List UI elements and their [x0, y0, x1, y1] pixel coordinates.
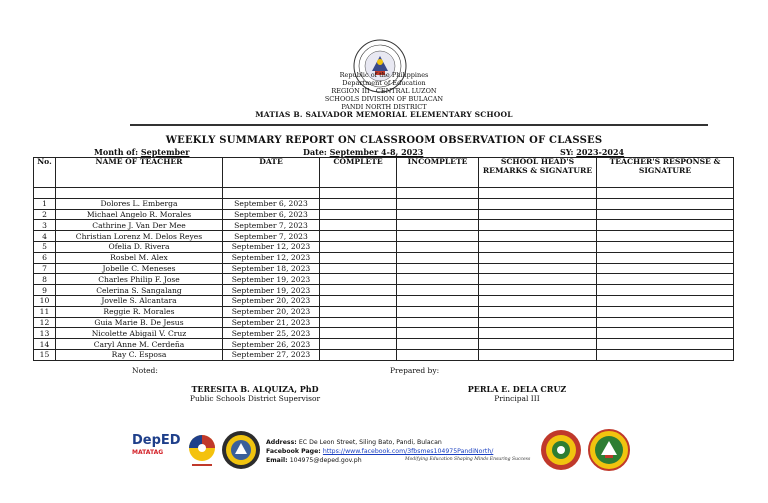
cell-incomplete	[397, 231, 479, 242]
table-row	[34, 209, 734, 220]
deped-logo-text: DepED	[132, 433, 181, 448]
cell-name: Charles Philip F. Jose	[56, 274, 223, 285]
cell-incomplete	[397, 317, 479, 328]
email-label: Email:	[266, 457, 290, 464]
address-value: EC De Leon Street, Siling Bato, Pandi, Bulacan	[298, 439, 442, 446]
cell-remarks	[479, 241, 597, 252]
month-field	[94, 147, 189, 157]
table-row	[34, 231, 734, 242]
municipal-seal-icon	[588, 429, 630, 471]
facebook-link[interactable]: https://www.facebook.com/3fbsmes104975PandiNorth/	[322, 448, 494, 455]
prepared-name: PERLA E. DELA CRUZ	[467, 384, 567, 394]
cell-name: Ofelia D. Rivera	[56, 241, 223, 252]
cell-date: September 25, 2023	[223, 328, 320, 339]
department-text: Department of Education	[342, 79, 426, 87]
bagong-pilipinas-logo-icon	[186, 432, 218, 470]
cell-complete	[320, 349, 397, 360]
cell-response	[597, 198, 734, 209]
table-row	[34, 328, 734, 339]
table-row	[34, 306, 734, 317]
noted-signatory	[160, 384, 350, 404]
table-row	[34, 274, 734, 285]
cell-response	[597, 220, 734, 231]
republic-text: Republic of the Philippines	[339, 71, 429, 79]
cell-name: Nicolette Abigail V. Cruz	[56, 328, 223, 339]
cell-date: September 7, 2023	[223, 220, 320, 231]
header-divider	[130, 124, 708, 126]
cell-name: Christian Lorenz M. Delos Reyes	[56, 231, 223, 242]
division-text: SCHOOLS DIVISION OF BULACAN	[324, 95, 444, 103]
prepared-title: Principal III	[494, 394, 540, 403]
cell-name: Jobelle C. Meneses	[56, 263, 223, 274]
report-title: WEEKLY SUMMARY REPORT ON CLASSROOM OBSERVATION OF CLASSES	[165, 135, 603, 146]
cell-no: 11	[34, 306, 56, 317]
cell-response	[597, 209, 734, 220]
cell-date: September 20, 2023	[223, 295, 320, 306]
cell-date: September 19, 2023	[223, 274, 320, 285]
table-row	[34, 241, 734, 252]
cell-complete	[320, 231, 397, 242]
cell-response	[597, 295, 734, 306]
cell-remarks	[479, 328, 597, 339]
cell-no: 9	[34, 285, 56, 296]
cell-incomplete	[397, 198, 479, 209]
cell-complete	[320, 306, 397, 317]
date-field	[303, 147, 423, 157]
cell-complete	[320, 317, 397, 328]
cell-complete	[320, 252, 397, 263]
table-row	[34, 317, 734, 328]
cell-incomplete	[397, 274, 479, 285]
cell-no: 4	[34, 231, 56, 242]
cell-no: 15	[34, 349, 56, 360]
cell-no: 13	[34, 328, 56, 339]
table-row	[34, 252, 734, 263]
cell-no: 7	[34, 263, 56, 274]
date-value: September 4-8, 2023	[329, 147, 424, 157]
cell-name: Celerina S. Sangalang	[56, 285, 223, 296]
table-row	[34, 295, 734, 306]
cell-incomplete	[397, 295, 479, 306]
cell-incomplete	[397, 209, 479, 220]
school-tagline: Modifying Education Shaping Minds Ensuring Success	[405, 457, 531, 462]
table-header-row	[34, 158, 734, 188]
cell-complete	[320, 241, 397, 252]
cell-no: 5	[34, 241, 56, 252]
cell-response	[597, 241, 734, 252]
cell-remarks	[479, 306, 597, 317]
cell-complete	[320, 263, 397, 274]
observation-table	[33, 157, 734, 361]
noted-title: Public Schools District Supervisor	[189, 394, 321, 403]
cell-remarks	[479, 285, 597, 296]
sy-value: 2023-2024	[576, 147, 625, 157]
cell-response	[597, 306, 734, 317]
cell-incomplete	[397, 263, 479, 274]
cell-response	[597, 349, 734, 360]
prepared-label: Prepared by:	[390, 366, 440, 375]
cell-remarks	[479, 263, 597, 274]
matatag-text: MATATAG	[132, 449, 164, 456]
cell-date: September 6, 2023	[223, 209, 320, 220]
cell-incomplete	[397, 339, 479, 350]
cell-remarks	[479, 209, 597, 220]
table-row	[34, 285, 734, 296]
cell-remarks	[479, 317, 597, 328]
cell-complete	[320, 285, 397, 296]
cell-no: 6	[34, 252, 56, 263]
address-label: Address:	[266, 439, 299, 446]
cell-response	[597, 285, 734, 296]
cell-no: 14	[34, 339, 56, 350]
cell-date: September 18, 2023	[223, 263, 320, 274]
cell-no: 2	[34, 209, 56, 220]
table-row	[34, 263, 734, 274]
noted-name: TERESITA B. ALQUIZA, PhD	[191, 384, 319, 394]
cell-date: September 19, 2023	[223, 285, 320, 296]
cell-remarks	[479, 339, 597, 350]
facebook-label: Facebook Page:	[266, 448, 323, 455]
cell-name: Michael Angelo R. Morales	[56, 209, 223, 220]
cell-remarks	[479, 198, 597, 209]
cell-complete	[320, 274, 397, 285]
cell-no: 1	[34, 198, 56, 209]
cell-date: September 21, 2023	[223, 317, 320, 328]
cell-date: September 6, 2023	[223, 198, 320, 209]
email-value: 104975@deped.gov.ph	[289, 457, 362, 464]
cell-name: Jovelle S. Alcantara	[56, 295, 223, 306]
col-response: TEACHER'S RESPONSE & SIGNATURE	[597, 158, 734, 188]
sy-label: SY:	[560, 147, 577, 157]
cell-complete	[320, 339, 397, 350]
cell-response	[597, 263, 734, 274]
cell-name: Cathrine J. Van Der Mee	[56, 220, 223, 231]
division-seal-icon	[540, 429, 582, 471]
cell-date: September 12, 2023	[223, 252, 320, 263]
cell-incomplete	[397, 349, 479, 360]
cell-incomplete	[397, 306, 479, 317]
cell-response	[597, 328, 734, 339]
cell-incomplete	[397, 241, 479, 252]
cell-incomplete	[397, 252, 479, 263]
cell-no: 8	[34, 274, 56, 285]
school-seal-icon	[221, 430, 261, 470]
col-date: DATE	[223, 158, 320, 188]
cell-no: 10	[34, 295, 56, 306]
col-remarks: SCHOOL HEAD'S REMARKS & SIGNATURE	[479, 158, 597, 188]
cell-name: Caryl Anne M. Cerdeña	[56, 339, 223, 350]
col-incomplete: INCOMPLETE	[397, 158, 479, 188]
cell-complete	[320, 209, 397, 220]
cell-incomplete	[397, 328, 479, 339]
cell-date: September 27, 2023	[223, 349, 320, 360]
cell-date: September 26, 2023	[223, 339, 320, 350]
noted-label: Noted:	[132, 366, 158, 375]
school-name: MATIAS B. SALVADOR MEMORIAL ELEMENTARY SCHOOL	[255, 110, 513, 119]
district-text: PANDI NORTH DISTRICT	[341, 103, 427, 111]
cell-remarks	[479, 252, 597, 263]
cell-remarks	[479, 349, 597, 360]
cell-complete	[320, 220, 397, 231]
cell-name: Ray C. Esposa	[56, 349, 223, 360]
cell-name: Reggie R. Morales	[56, 306, 223, 317]
col-name: NAME OF TEACHER	[56, 158, 223, 188]
table-row	[34, 349, 734, 360]
table-row	[34, 339, 734, 350]
col-no: No.	[34, 158, 56, 188]
region-text: REGION III - CENTRAL LUZON	[331, 87, 437, 95]
cell-date: September 12, 2023	[223, 241, 320, 252]
month-value: September	[140, 147, 190, 157]
table-row	[34, 198, 734, 209]
cell-remarks	[479, 231, 597, 242]
cell-name: Dolores L. Emberga	[56, 198, 223, 209]
cell-no: 12	[34, 317, 56, 328]
cell-response	[597, 231, 734, 242]
prepared-signatory	[432, 384, 602, 404]
cell-remarks	[479, 220, 597, 231]
cell-date: September 7, 2023	[223, 231, 320, 242]
date-label: Date:	[303, 147, 330, 157]
sy-field	[560, 147, 624, 157]
cell-incomplete	[397, 285, 479, 296]
cell-remarks	[479, 295, 597, 306]
cell-name: Guia Marie B. De Jesus	[56, 317, 223, 328]
cell-complete	[320, 328, 397, 339]
cell-remarks	[479, 274, 597, 285]
cell-complete	[320, 198, 397, 209]
col-complete: COMPLETE	[320, 158, 397, 188]
month-label: Month of:	[94, 147, 141, 157]
cell-complete	[320, 295, 397, 306]
cell-response	[597, 274, 734, 285]
letterhead	[0, 71, 768, 119]
cell-no: 3	[34, 220, 56, 231]
cell-response	[597, 252, 734, 263]
cell-incomplete	[397, 220, 479, 231]
cell-response	[597, 317, 734, 328]
cell-name: Rosbel M. Alex	[56, 252, 223, 263]
deped-matatag-logo	[132, 433, 181, 469]
table-row	[34, 220, 734, 231]
cell-date: September 20, 2023	[223, 306, 320, 317]
cell-response	[597, 339, 734, 350]
